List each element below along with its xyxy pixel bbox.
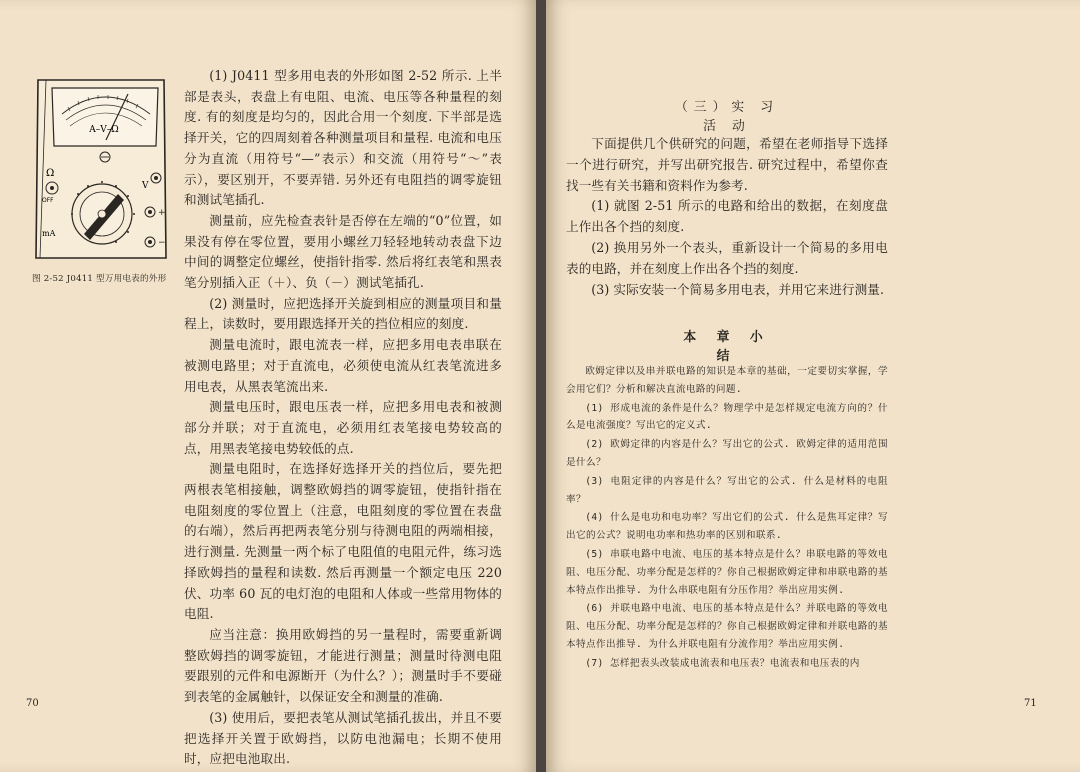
left-paragraph-8: (3) 使用后，要把表笔从测试笔插孔拔出，并且不要把选择开关置于欧姆挡，以防电池漏电；长期不使用时，应把电池取出. xyxy=(184,709,502,767)
summary-question-3: (3) 电阻定律的内容是什么？写出它的公式. 什么是材料的电阻率？ xyxy=(566,475,888,505)
left-paragraph-1: (1) J0411 型多用电表的外形如图 2-52 所示. 上半部是表头，表盘上有电阻、电流、电压等各种量程的刻度. 有的刻度是均匀的，因此合用一个刻度. 下半部是选择开关，它的四周刻着各种测量项目和量程. 电流和电压分为直流（用符号“—”表示）和交流（用符号“～”表示），要区别开，不要弄错. 另外还有电阻挡的调零旋钮和测试笔插孔. xyxy=(184,68,502,208)
summary-question-1: (1) 形成电流的条件是什么？物理学中是怎样规定电流方向的？什么是电流强度？写出它的定义式. xyxy=(566,402,888,432)
summary-question-6: (6) 并联电路中电流、电压的基本特点是什么？并联电路的等效电阻、电压分配、功率分配是怎样的？你自己根据欧姆定律和并联电路的基本特点作出推导. 为什么并联电阻有分流作用？举出应用实例. xyxy=(566,603,888,650)
left-paragraph-7: 应当注意：换用欧姆挡的另一量程时，需要重新调整欧姆挡的调零旋钮，才能进行测量；测量时待测电阻要跟别的元件和电源断开（为什么？）；测量时手不要碰到表笔的金属触针，以保证安全和测量的准确. xyxy=(184,626,502,705)
section-heading: （三）实 习 活 动 xyxy=(674,100,780,134)
left-paragraph-2: 测量前，应先检查表针是否停在左端的“0”位置，如果没有停在零位置，要用小螺丝刀轻轻地转动表盘下边中间的调整定位螺丝，使指针指零. 然后将红表笔和黑表笔分别插入正（＋）、负（－）测试笔插孔. xyxy=(184,212,502,291)
multimeter-figure xyxy=(32,74,170,264)
chapter-summary xyxy=(566,363,888,673)
summary-question-7: (7) 怎样把表头改装成电流表和电压表？电流表和电压表的内 xyxy=(585,657,860,669)
page-number-right: 71 xyxy=(1024,698,1037,709)
activity-item-2: (2) 换用另外一个表头，重新设计一个简易的多用电表的电路，并在刻度上作出各个挡的刻度. xyxy=(566,239,888,276)
figure-label-scale-symbol: A–V–Ω xyxy=(89,125,119,135)
figure-label-ohm: Ω xyxy=(46,168,55,179)
book-gutter xyxy=(536,0,546,772)
figure-caption: 图 2-52 J0411 型万用电表的外形 xyxy=(32,274,167,284)
intro-paragraph: 下面提供几个供研究的问题，希望在老师指导下选择一个进行研究，并写出研究报告. 研究过程中，希望你查找一些有关书籍和资料作为参考. xyxy=(566,136,888,193)
page-number-left: 70 xyxy=(26,698,39,709)
figure-label-v: V xyxy=(142,181,149,191)
figure-label-ma: mA xyxy=(42,229,56,238)
svg-text:−: − xyxy=(158,238,166,248)
left-paragraph-5: 测量电压时，跟电压表一样，应把多用电表和被测部分并联；对于直流电，必须用红表笔接电势较高的点，用黑表笔接电势较低的点. xyxy=(184,399,502,456)
summary-question-2: (2) 欧姆定律的内容是什么？写出它的公式. 欧姆定律的适用范围是什么？ xyxy=(566,439,888,468)
activity-item-3: (3) 实际安装一个简易多用电表，并用它来进行测量. xyxy=(591,281,885,297)
summary-question-4: (4) 什么是电功和电功率？写出它们的公式. 什么是焦耳定律？写出它的公式？说明电功率和热功率的区别和联系. xyxy=(566,512,888,542)
chapter-summary-heading: 本 章 小 结 xyxy=(683,330,771,364)
left-paragraph-3: (2) 测量时，应把选择开关旋到相应的测量项目和量程上，读数时，要用跟选择开关的挡位相应的刻度. xyxy=(184,295,502,332)
figure-label-off: OFF xyxy=(42,197,54,204)
left-paragraph-4: 测量电流时，跟电流表一样，应把多用电表串联在被测电路里；对于直流电，必须使电流从红表笔流进多用电表，从黑表笔流出来. xyxy=(184,337,502,394)
multimeter-illustration xyxy=(32,74,170,264)
left-page-body xyxy=(184,66,502,770)
left-paragraph-6: 测量电阻时，在选择好选择开关的挡位后，要先把两根表笔相接触，调整欧姆挡的调零旋钮，使指针指在电阻刻度的零位置上（注意，电阻刻度的零位置在表盘的右端），然后再把两表笔分别与待测电阻的两端相接，进行测量. 先测量一两个标了电阻值的电阻元件，练习选择欧姆挡的量程和读数. 然后再测量一个额定电压 220 伏、功率 60 瓦的电灯泡的电阻和人体或一些常用物体的电阻. xyxy=(184,461,502,622)
summary-question-5: (5) 串联电路中电流、电压的基本特点是什么？串联电路的等效电阻、电压分配、功率分配是怎样的？你自己根据欧姆定律和串联电路的基本特点作出推导. 为什么串联电阻有分压作用？举出应用实例. xyxy=(566,548,888,596)
activity-item-1: (1) 就图 2-51 所示的电路和给出的数据，在刻度盘上作出各个挡的刻度. xyxy=(566,198,888,235)
practice-activities xyxy=(566,134,888,300)
svg-text:+: + xyxy=(158,208,166,218)
summary-intro: 欧姆定律以及串并联电路的知识是本章的基础，一定要切实掌握，学会用它们？分析和解决直流电路的问题. xyxy=(566,366,888,395)
